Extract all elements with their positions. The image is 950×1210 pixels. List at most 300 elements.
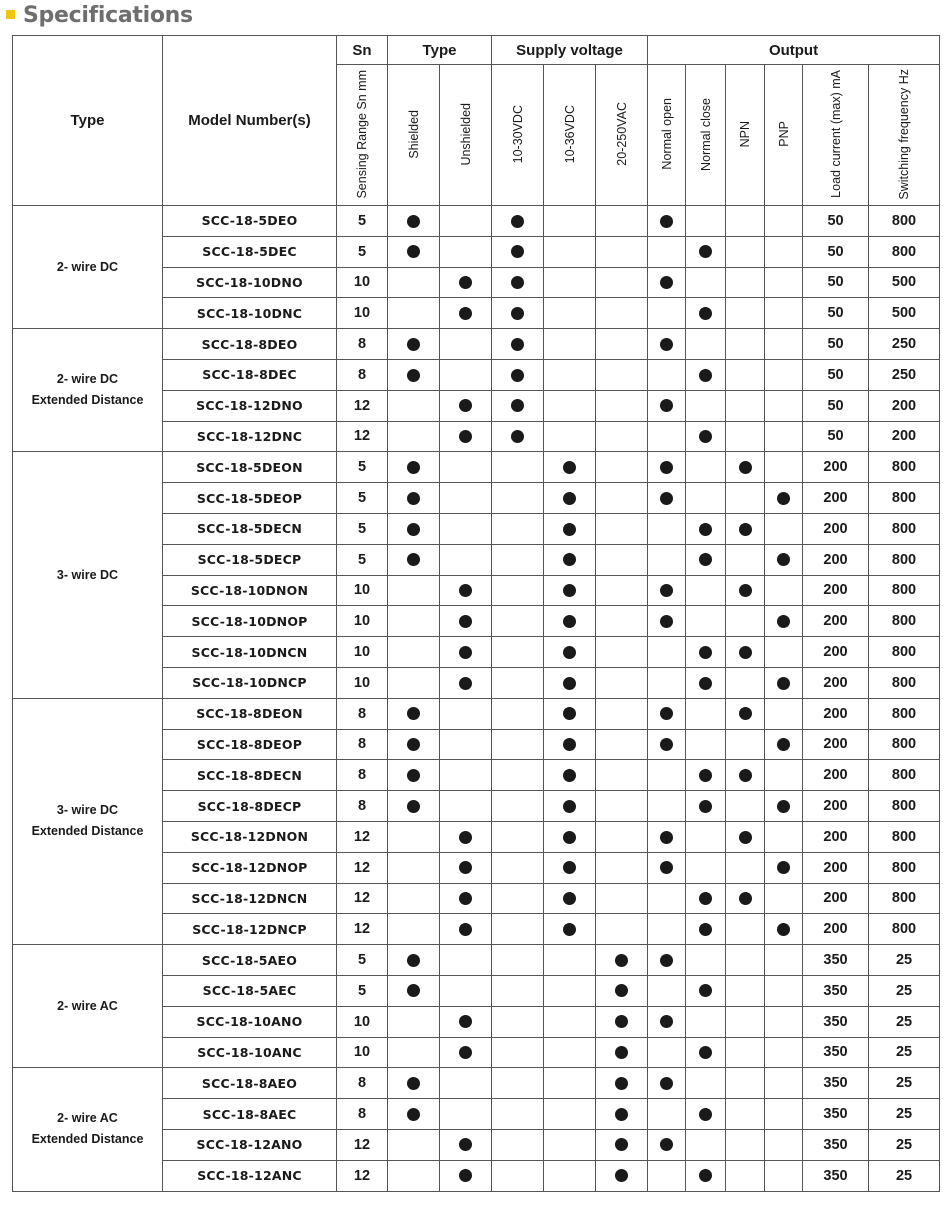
model-number: SCC-18-10DNCN [163, 637, 337, 668]
filled-dot-icon [407, 769, 420, 782]
filled-dot-icon [563, 769, 576, 782]
filled-dot-icon [777, 677, 790, 690]
cell-npn [726, 914, 765, 945]
sensing-range-value: 8 [337, 359, 388, 390]
cell-unshielded [440, 729, 492, 760]
cell-shielded [388, 1068, 440, 1099]
load-current-value: 200 [803, 852, 869, 883]
header-voltage-10-30vdc: 10-30VDC [492, 65, 544, 206]
cell-shielded [388, 852, 440, 883]
cell-normal-close [686, 760, 726, 791]
filled-dot-icon [511, 399, 524, 412]
filled-dot-icon [699, 553, 712, 566]
cell-unshielded [440, 513, 492, 544]
sensing-range-value: 12 [337, 421, 388, 452]
sensing-range-value: 5 [337, 975, 388, 1006]
model-number: SCC-18-5DEON [163, 452, 337, 483]
cell-20-250vac [596, 236, 648, 267]
model-number: SCC-18-5AEO [163, 945, 337, 976]
filled-dot-icon [777, 923, 790, 936]
filled-dot-icon [777, 492, 790, 505]
load-current-value: 50 [803, 390, 869, 421]
header-normal-open: Normal open [648, 65, 686, 206]
filled-dot-icon [699, 1169, 712, 1182]
cell-normal-open [648, 1068, 686, 1099]
filled-dot-icon [615, 1169, 628, 1182]
cell-normal-open [648, 1006, 686, 1037]
switching-frequency-value: 800 [869, 729, 940, 760]
header-shielded: Shielded [388, 65, 440, 206]
cell-unshielded [440, 1099, 492, 1130]
cell-10-30vdc [492, 698, 544, 729]
load-current-value: 200 [803, 821, 869, 852]
cell-pnp [765, 329, 803, 360]
sensing-range-value: 12 [337, 1160, 388, 1191]
filled-dot-icon [660, 338, 673, 351]
table-row [13, 945, 940, 976]
group-type-label: 2- wire DC [13, 206, 163, 329]
cell-pnp [765, 359, 803, 390]
filled-dot-icon [407, 461, 420, 474]
filled-dot-icon [660, 276, 673, 289]
filled-dot-icon [459, 646, 472, 659]
cell-npn [726, 1160, 765, 1191]
filled-dot-icon [660, 399, 673, 412]
cell-20-250vac [596, 729, 648, 760]
cell-normal-open [648, 483, 686, 514]
model-number: SCC-18-8DEC [163, 359, 337, 390]
cell-10-36vdc [544, 1068, 596, 1099]
load-current-value: 350 [803, 1160, 869, 1191]
cell-20-250vac [596, 606, 648, 637]
cell-20-250vac [596, 575, 648, 606]
cell-10-30vdc [492, 606, 544, 637]
filled-dot-icon [407, 984, 420, 997]
header-sensing-range: Sensing Range Sn mm [337, 65, 388, 206]
sensing-range-value: 10 [337, 267, 388, 298]
load-current-value: 350 [803, 945, 869, 976]
sensing-range-value: 5 [337, 544, 388, 575]
cell-20-250vac [596, 452, 648, 483]
filled-dot-icon [660, 615, 673, 628]
model-number: SCC-18-10DNOP [163, 606, 337, 637]
cell-npn [726, 1099, 765, 1130]
cell-10-36vdc [544, 637, 596, 668]
switching-frequency-value: 800 [869, 667, 940, 698]
sensing-range-value: 8 [337, 1068, 388, 1099]
cell-unshielded [440, 883, 492, 914]
filled-dot-icon [563, 461, 576, 474]
model-number: SCC-18-8DEO [163, 329, 337, 360]
group-type-label: 3- wire DC Extended Distance [13, 698, 163, 944]
filled-dot-icon [615, 1015, 628, 1028]
cell-npn [726, 513, 765, 544]
switching-frequency-value: 500 [869, 298, 940, 329]
cell-10-36vdc [544, 544, 596, 575]
switching-frequency-value: 800 [869, 760, 940, 791]
filled-dot-icon [699, 1108, 712, 1121]
filled-dot-icon [777, 553, 790, 566]
switching-frequency-value: 800 [869, 575, 940, 606]
cell-shielded [388, 791, 440, 822]
header-normal-close: Normal close [686, 65, 726, 206]
model-number: SCC-18-12DNCP [163, 914, 337, 945]
sensing-range-value: 10 [337, 1006, 388, 1037]
table-body [13, 206, 940, 1192]
cell-npn [726, 1037, 765, 1068]
filled-dot-icon [699, 769, 712, 782]
cell-pnp [765, 975, 803, 1006]
filled-dot-icon [739, 707, 752, 720]
cell-shielded [388, 390, 440, 421]
cell-normal-close [686, 236, 726, 267]
group-type-label: 3- wire DC [13, 452, 163, 698]
filled-dot-icon [699, 523, 712, 536]
cell-normal-close [686, 637, 726, 668]
cell-shielded [388, 667, 440, 698]
cell-20-250vac [596, 760, 648, 791]
cell-npn [726, 452, 765, 483]
cell-pnp [765, 483, 803, 514]
cell-normal-close [686, 390, 726, 421]
cell-20-250vac [596, 821, 648, 852]
switching-frequency-value: 800 [869, 914, 940, 945]
cell-pnp [765, 298, 803, 329]
model-number: SCC-18-12DNON [163, 821, 337, 852]
cell-normal-open [648, 298, 686, 329]
filled-dot-icon [699, 1046, 712, 1059]
cell-normal-close [686, 359, 726, 390]
cell-shielded [388, 267, 440, 298]
sensing-range-value: 8 [337, 760, 388, 791]
cell-pnp [765, 698, 803, 729]
cell-normal-open [648, 760, 686, 791]
filled-dot-icon [563, 523, 576, 536]
cell-npn [726, 1006, 765, 1037]
switching-frequency-value: 800 [869, 452, 940, 483]
cell-normal-close [686, 698, 726, 729]
cell-10-36vdc [544, 575, 596, 606]
cell-shielded [388, 606, 440, 637]
cell-unshielded [440, 791, 492, 822]
cell-10-36vdc [544, 1160, 596, 1191]
cell-normal-close [686, 1129, 726, 1160]
table-row [13, 452, 940, 483]
cell-10-30vdc [492, 267, 544, 298]
cell-shielded [388, 206, 440, 237]
cell-10-36vdc [544, 1006, 596, 1037]
load-current-value: 200 [803, 637, 869, 668]
cell-unshielded [440, 390, 492, 421]
cell-shielded [388, 945, 440, 976]
cell-unshielded [440, 298, 492, 329]
cell-20-250vac [596, 483, 648, 514]
filled-dot-icon [459, 923, 472, 936]
cell-npn [726, 698, 765, 729]
filled-dot-icon [660, 215, 673, 228]
cell-shielded [388, 236, 440, 267]
load-current-value: 50 [803, 421, 869, 452]
filled-dot-icon [777, 738, 790, 751]
switching-frequency-value: 800 [869, 544, 940, 575]
cell-pnp [765, 914, 803, 945]
cell-10-36vdc [544, 329, 596, 360]
filled-dot-icon [511, 307, 524, 320]
section-heading [6, 0, 193, 30]
cell-10-30vdc [492, 975, 544, 1006]
cell-10-36vdc [544, 513, 596, 544]
filled-dot-icon [511, 276, 524, 289]
sensing-range-value: 5 [337, 452, 388, 483]
model-number: SCC-18-10ANO [163, 1006, 337, 1037]
load-current-value: 350 [803, 1068, 869, 1099]
filled-dot-icon [563, 492, 576, 505]
load-current-value: 350 [803, 1099, 869, 1130]
cell-normal-close [686, 729, 726, 760]
cell-20-250vac [596, 1160, 648, 1191]
cell-shielded [388, 1006, 440, 1037]
cell-unshielded [440, 575, 492, 606]
cell-pnp [765, 945, 803, 976]
header-load-current: Load current (max) mA [803, 65, 869, 206]
load-current-value: 50 [803, 359, 869, 390]
filled-dot-icon [459, 307, 472, 320]
cell-pnp [765, 390, 803, 421]
filled-dot-icon [407, 492, 420, 505]
filled-dot-icon [615, 1046, 628, 1059]
filled-dot-icon [511, 338, 524, 351]
cell-normal-open [648, 637, 686, 668]
cell-20-250vac [596, 883, 648, 914]
filled-dot-icon [563, 892, 576, 905]
cell-10-30vdc [492, 852, 544, 883]
filled-dot-icon [459, 615, 472, 628]
cell-normal-open [648, 359, 686, 390]
cell-npn [726, 1068, 765, 1099]
cell-10-30vdc [492, 452, 544, 483]
cell-normal-open [648, 452, 686, 483]
filled-dot-icon [615, 1077, 628, 1090]
filled-dot-icon [660, 1138, 673, 1151]
cell-npn [726, 544, 765, 575]
filled-dot-icon [459, 861, 472, 874]
model-number: SCC-18-5DEC [163, 236, 337, 267]
load-current-value: 50 [803, 236, 869, 267]
load-current-value: 50 [803, 267, 869, 298]
cell-shielded [388, 421, 440, 452]
filled-dot-icon [699, 984, 712, 997]
cell-10-36vdc [544, 821, 596, 852]
cell-shielded [388, 821, 440, 852]
cell-20-250vac [596, 791, 648, 822]
cell-npn [726, 667, 765, 698]
header-voltage-20-250vac: 20-250VAC [596, 65, 648, 206]
header-type: Type [13, 36, 163, 206]
switching-frequency-value: 25 [869, 1129, 940, 1160]
cell-shielded [388, 883, 440, 914]
filled-dot-icon [699, 892, 712, 905]
cell-unshielded [440, 914, 492, 945]
filled-dot-icon [563, 707, 576, 720]
filled-dot-icon [699, 369, 712, 382]
sensing-range-value: 8 [337, 729, 388, 760]
cell-unshielded [440, 606, 492, 637]
filled-dot-icon [511, 215, 524, 228]
cell-10-30vdc [492, 760, 544, 791]
filled-dot-icon [511, 369, 524, 382]
switching-frequency-value: 25 [869, 1068, 940, 1099]
switching-frequency-value: 200 [869, 390, 940, 421]
cell-10-30vdc [492, 729, 544, 760]
cell-pnp [765, 821, 803, 852]
cell-normal-close [686, 421, 726, 452]
sensing-range-value: 5 [337, 513, 388, 544]
cell-shielded [388, 637, 440, 668]
filled-dot-icon [777, 615, 790, 628]
filled-dot-icon [407, 369, 420, 382]
filled-dot-icon [563, 553, 576, 566]
cell-normal-open [648, 791, 686, 822]
cell-normal-close [686, 975, 726, 1006]
cell-10-36vdc [544, 1129, 596, 1160]
header-unshielded: Unshielded [440, 65, 492, 206]
cell-normal-close [686, 606, 726, 637]
cell-20-250vac [596, 206, 648, 237]
load-current-value: 200 [803, 575, 869, 606]
switching-frequency-value: 800 [869, 206, 940, 237]
filled-dot-icon [563, 646, 576, 659]
cell-20-250vac [596, 359, 648, 390]
filled-dot-icon [407, 954, 420, 967]
cell-20-250vac [596, 421, 648, 452]
sensing-range-value: 12 [337, 883, 388, 914]
header-switching-frequency: Switching frequency Hz [869, 65, 940, 206]
cell-shielded [388, 298, 440, 329]
filled-dot-icon [739, 461, 752, 474]
cell-npn [726, 975, 765, 1006]
sensing-range-value: 10 [337, 637, 388, 668]
cell-normal-open [648, 390, 686, 421]
load-current-value: 200 [803, 698, 869, 729]
table-row [13, 206, 940, 237]
cell-20-250vac [596, 698, 648, 729]
filled-dot-icon [459, 584, 472, 597]
filled-dot-icon [660, 1015, 673, 1028]
cell-normal-open [648, 667, 686, 698]
cell-normal-open [648, 267, 686, 298]
filled-dot-icon [699, 677, 712, 690]
cell-shielded [388, 483, 440, 514]
filled-dot-icon [739, 892, 752, 905]
cell-20-250vac [596, 1129, 648, 1160]
filled-dot-icon [407, 338, 420, 351]
cell-pnp [765, 729, 803, 760]
cell-normal-open [648, 606, 686, 637]
cell-10-36vdc [544, 390, 596, 421]
cell-unshielded [440, 206, 492, 237]
switching-frequency-value: 25 [869, 975, 940, 1006]
cell-20-250vac [596, 544, 648, 575]
model-number: SCC-18-8DECP [163, 791, 337, 822]
switching-frequency-value: 800 [869, 883, 940, 914]
load-current-value: 200 [803, 729, 869, 760]
filled-dot-icon [407, 215, 420, 228]
model-number: SCC-18-10DNCP [163, 667, 337, 698]
cell-unshielded [440, 544, 492, 575]
sensing-range-value: 10 [337, 1037, 388, 1068]
cell-normal-close [686, 267, 726, 298]
cell-10-36vdc [544, 483, 596, 514]
cell-10-30vdc [492, 298, 544, 329]
cell-normal-open [648, 914, 686, 945]
cell-pnp [765, 544, 803, 575]
cell-normal-open [648, 329, 686, 360]
table-row [13, 1068, 940, 1099]
header-sn: Sn [337, 36, 388, 65]
filled-dot-icon [563, 800, 576, 813]
filled-dot-icon [511, 245, 524, 258]
model-number: SCC-18-12ANC [163, 1160, 337, 1191]
cell-pnp [765, 1129, 803, 1160]
switching-frequency-value: 800 [869, 606, 940, 637]
cell-npn [726, 359, 765, 390]
filled-dot-icon [407, 245, 420, 258]
filled-dot-icon [563, 923, 576, 936]
cell-10-36vdc [544, 791, 596, 822]
cell-unshielded [440, 1129, 492, 1160]
filled-dot-icon [615, 954, 628, 967]
cell-normal-close [686, 452, 726, 483]
filled-dot-icon [660, 492, 673, 505]
cell-pnp [765, 852, 803, 883]
cell-normal-open [648, 1129, 686, 1160]
cell-pnp [765, 637, 803, 668]
header-type-group: Type [388, 36, 492, 65]
filled-dot-icon [615, 1108, 628, 1121]
cell-npn [726, 1129, 765, 1160]
cell-unshielded [440, 1068, 492, 1099]
load-current-value: 200 [803, 513, 869, 544]
load-current-value: 200 [803, 606, 869, 637]
cell-npn [726, 236, 765, 267]
cell-10-36vdc [544, 206, 596, 237]
cell-20-250vac [596, 267, 648, 298]
cell-10-30vdc [492, 914, 544, 945]
load-current-value: 200 [803, 883, 869, 914]
cell-pnp [765, 667, 803, 698]
filled-dot-icon [699, 646, 712, 659]
cell-pnp [765, 1037, 803, 1068]
switching-frequency-value: 800 [869, 821, 940, 852]
cell-npn [726, 760, 765, 791]
switching-frequency-value: 800 [869, 236, 940, 267]
model-number: SCC-18-5DEOP [163, 483, 337, 514]
model-number: SCC-18-8AEC [163, 1099, 337, 1130]
cell-normal-close [686, 883, 726, 914]
model-number: SCC-18-12DNCN [163, 883, 337, 914]
cell-normal-open [648, 821, 686, 852]
model-number: SCC-18-8DECN [163, 760, 337, 791]
switching-frequency-value: 250 [869, 329, 940, 360]
cell-10-36vdc [544, 267, 596, 298]
cell-10-30vdc [492, 390, 544, 421]
cell-pnp [765, 606, 803, 637]
sensing-range-value: 8 [337, 698, 388, 729]
sensing-range-value: 8 [337, 329, 388, 360]
specifications-table [12, 35, 940, 1192]
filled-dot-icon [699, 245, 712, 258]
cell-10-30vdc [492, 821, 544, 852]
